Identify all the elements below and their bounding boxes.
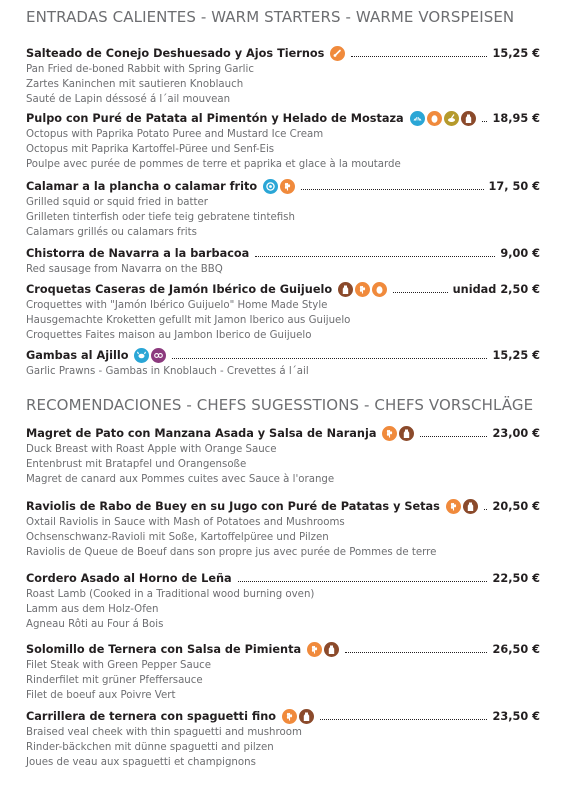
gluten-icon [280, 179, 295, 194]
dish-conejo [26, 44, 540, 107]
dish-desc-en: Oxtail Raviolis in Sauce with Mash of Potatoes and Mushrooms [26, 517, 345, 528]
dish-desc-en: Garlic Prawns - Gambas in Knoblauch - Crevettes á l´ail [26, 366, 309, 377]
gluten-icon [382, 426, 397, 441]
dish-desc-fr: Joues de veau aux spaguetti et champignons [26, 757, 256, 768]
dish-pulpo [26, 109, 540, 172]
dish-price: 18,95 € [492, 111, 540, 125]
gluten-icon [355, 282, 370, 297]
dish-name: Calamar a la plancha o calamar frito [26, 179, 258, 193]
mustard-icon [444, 111, 459, 126]
dish-name: Pulpo con Puré de Patata al Pimentón y Helado de Mostaza [26, 111, 404, 125]
dish-desc-en: Filet Steak with Green Pepper Sauce [26, 660, 212, 671]
leader-dots [320, 719, 487, 720]
dish-solomillo [26, 640, 540, 703]
dish-cordero [26, 569, 540, 632]
dish-name: Magret de Pato con Manzana Asada y Salsa de Naranja [26, 426, 377, 440]
milk-icon [399, 426, 414, 441]
dish-desc-de: Lamm aus dem Holz-Ofen [26, 604, 159, 615]
dish-desc-en: Octopus with Paprika Potato Puree and Mustard Ice Cream [26, 129, 324, 140]
crustacean-icon [134, 348, 149, 363]
dish-desc-de: Grilleten tinterfish oder tiefe teig gebratene tintefish [26, 212, 295, 223]
dish-price: unidad 2,50 € [452, 282, 540, 296]
dish-price: 23,50 € [492, 709, 540, 723]
dish-desc-en: Braised veal cheek with thin spaguetti and mushroom [26, 727, 302, 738]
dish-price: 26,50 € [492, 642, 540, 656]
dish-calamar [26, 177, 540, 240]
dish-desc-en: Grilled squid or squid fried in batter [26, 197, 208, 208]
dish-desc-fr: Croquettes Faites maison au Jambon Iberico de Guijuelo [26, 330, 312, 341]
leader-dots [172, 358, 487, 359]
dish-price: 17, 50 € [488, 179, 540, 193]
dish-name: Salteado de Conejo Deshuesado y Ajos Tiernos [26, 46, 325, 60]
leader-dots [345, 652, 487, 653]
shellfish-icon [410, 111, 425, 126]
milk-icon [463, 499, 478, 514]
dish-desc-en: Duck Breast with Roast Apple with Orange Sauce [26, 444, 277, 455]
dish-croquetas [26, 280, 540, 343]
dish-price: 22,50 € [492, 571, 540, 585]
gluten-icon [307, 642, 322, 657]
dish-name: Solomillo de Ternera con Salsa de Pimienta [26, 642, 302, 656]
section-title-warm-starters: ENTRADAS CALIENTES - WARM STARTERS - WARME VORSPEISEN [26, 8, 515, 26]
leader-dots [484, 509, 488, 510]
leader-dots [301, 189, 483, 190]
dish-price: 15,25 € [492, 348, 540, 362]
dish-price: 23,00 € [492, 426, 540, 440]
egg-icon [372, 282, 387, 297]
dish-desc-en: Red sausage from Navarra on the BBQ [26, 264, 223, 275]
gluten-icon [446, 499, 461, 514]
dish-desc-de: Rinderfilet mit grüner Pfeffersauce [26, 675, 203, 686]
dish-desc-de: Ochsenschwanz-Ravioli mit Soße, Kartoffelpüree und Pilzen [26, 532, 329, 543]
dish-name: Cordero Asado al Horno de Leña [26, 571, 232, 585]
dish-name: Carrillera de ternera con spaguetti fino [26, 709, 277, 723]
dish-price: 9,00 € [500, 246, 540, 260]
dish-desc-de: Hausgemachte Kroketten gefullt mit Jamon Iberico aus Guijuelo [26, 315, 351, 326]
dish-price: 15,25 € [492, 46, 540, 60]
leader-dots [482, 121, 488, 122]
milk-icon [338, 282, 353, 297]
dish-desc-fr: Poulpe avec purée de pommes de terre et paprika et glace à la moutarde [26, 159, 401, 170]
dish-desc-de: Zartes Kaninchen mit sautieren Knoblauch [26, 79, 244, 90]
dish-name: Gambas al Ajillo [26, 348, 129, 362]
milk-icon [461, 111, 476, 126]
dish-desc-en: Roast Lamb (Cooked in a Traditional wood burning oven) [26, 589, 315, 600]
egg-icon [427, 111, 442, 126]
dish-desc-en: Pan Fried de-boned Rabbit with Spring Garlic [26, 64, 254, 75]
dish-gambas [26, 346, 540, 379]
leader-dots [393, 292, 448, 293]
leader-dots [420, 436, 487, 437]
dish-name: Raviolis de Rabo de Buey en su Jugo con Puré de Patatas y Setas [26, 499, 440, 513]
dish-name: Croquetas Caseras de Jamón Ibérico de Guijuelo [26, 282, 333, 296]
leader-dots [351, 56, 487, 57]
dish-magret [26, 424, 540, 487]
dish-desc-fr: Filet de boeuf aux Poivre Vert [26, 690, 176, 701]
mollusc-icon [263, 179, 278, 194]
gluten-icon [282, 709, 297, 724]
dish-desc-de: Entenbrust mit Bratapfel und Orangensoße [26, 459, 247, 470]
dish-name: Chistorra de Navarra a la barbacoa [26, 246, 250, 260]
dish-desc-de: Rinder-bäckchen mit dünne spaguetti and pilzen [26, 742, 274, 753]
dish-desc-fr: Raviolis de Queue de Boeuf dans son propre jus avec purée de Pommes de terre [26, 547, 437, 558]
dish-desc-fr: Magret de canard aux Pommes cuites avec Sauce à l'orange [26, 474, 335, 485]
dish-carrillera [26, 707, 540, 770]
milk-icon [324, 642, 339, 657]
milk-icon [299, 709, 314, 724]
dish-desc-en: Croquettes with "Jamón Ibérico Guijuelo" Home Made Style [26, 300, 328, 311]
dish-price: 20,50 € [492, 499, 540, 513]
dish-desc-de: Octopus mit Paprika Kartoffel-Püree und Senf-Eis [26, 144, 275, 155]
dish-desc-fr: Agneau Rôti au Four á Bois [26, 619, 164, 630]
dish-desc-fr: Calamars grillés ou calamars frits [26, 227, 197, 238]
dish-desc-fr: Sauté de Lapin déssosé á l´ail mouvean [26, 94, 231, 105]
leader-dots [238, 581, 488, 582]
leader-dots [255, 256, 495, 257]
dish-raviolis [26, 497, 540, 560]
chef-hat-icon [330, 46, 345, 61]
dish-chistorra [26, 244, 540, 277]
section-title-chefs-suggestions: RECOMENDACIONES - CHEFS SUGESSTIONS - CHEFS VORSCHLÄGE [26, 396, 534, 414]
sulphite-icon [151, 348, 166, 363]
